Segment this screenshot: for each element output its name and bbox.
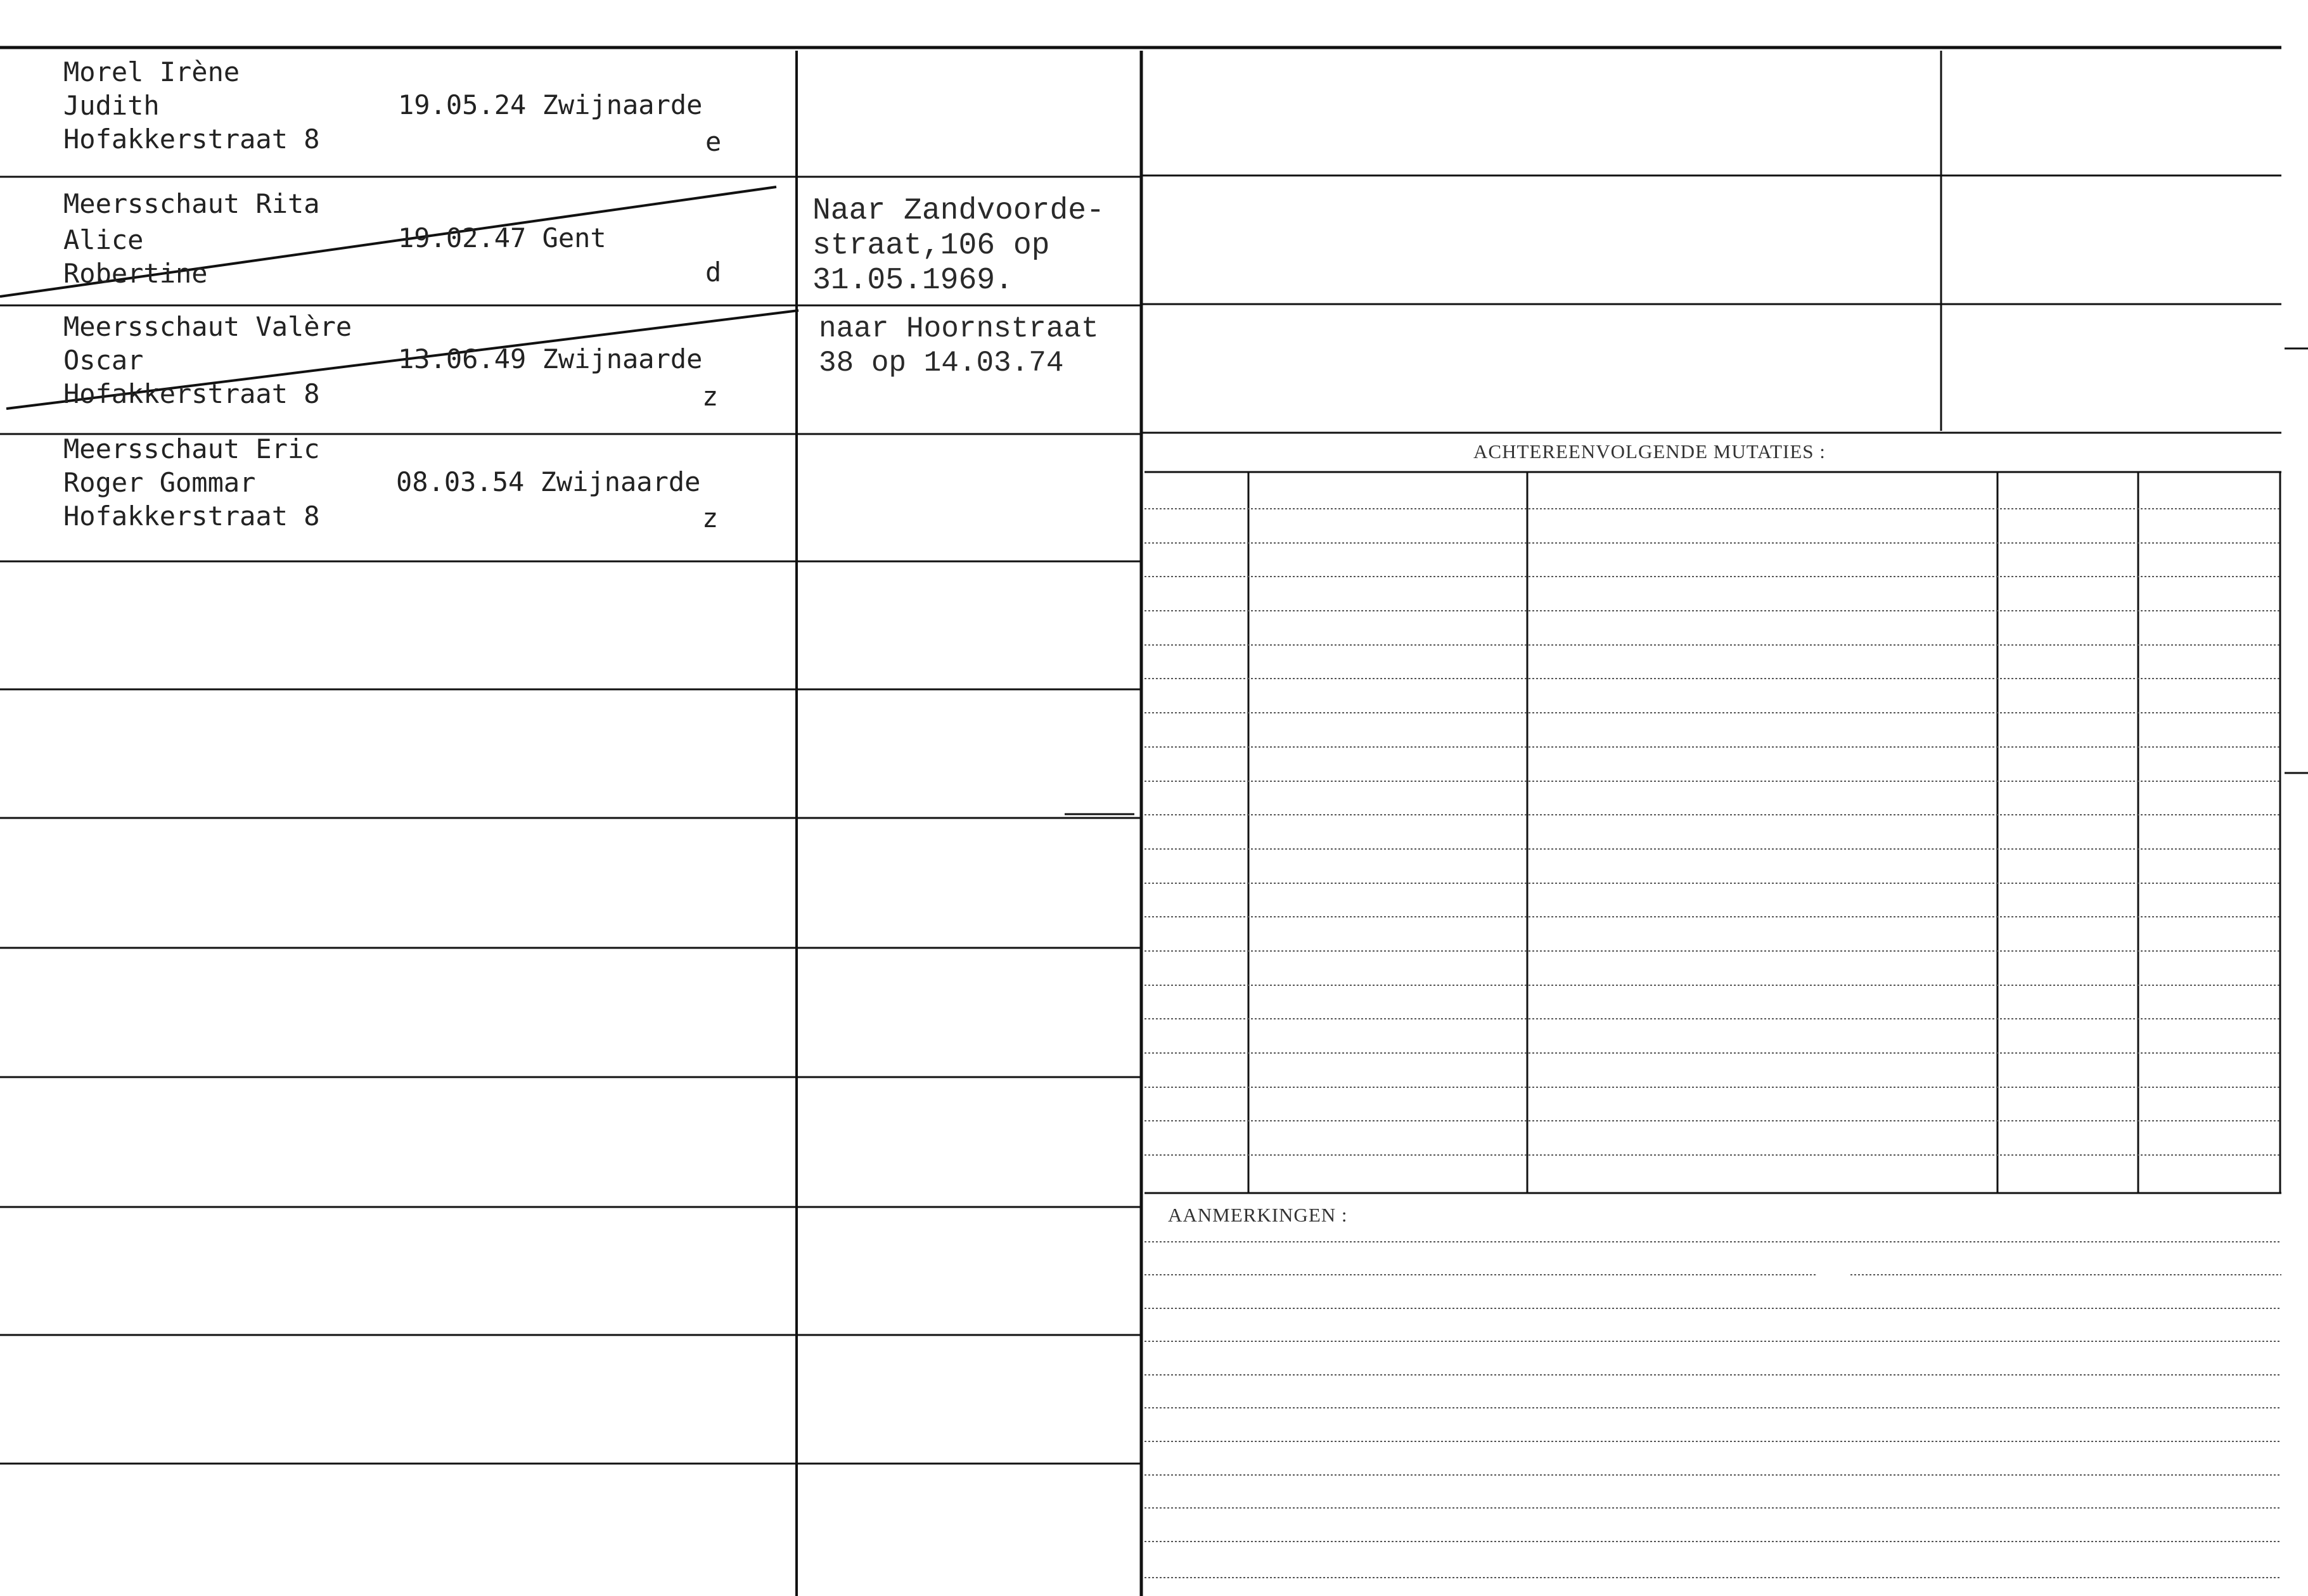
entry-1-birth: 19.05.24 Zwijnaarde <box>398 89 703 120</box>
remarks-dotted-rules <box>1144 1242 2281 1578</box>
entry-4-name-line-2: Roger Gommar <box>63 467 256 498</box>
entry-2-note-line-2: straat,106 op <box>812 229 1050 263</box>
entry-2-note-line-1: Naar Zandvoorde- <box>812 194 1105 228</box>
entry-2-birth: 19.02.47 Gent <box>398 222 606 253</box>
entry-1-address: Hofakkerstraat 8 <box>63 124 320 155</box>
entry-1-code: e <box>705 126 722 157</box>
entry-3-address: Hofakkerstraat 8 <box>63 378 320 409</box>
entry-4-code: z <box>702 502 719 533</box>
entry-3-name-line-2: Oscar <box>63 345 144 376</box>
entry-3-note-line-1: naar Hoornstraat <box>819 312 1099 345</box>
entry-1-name-line-2: Judith <box>63 90 160 121</box>
entry-3-birth: 13.06.49 Zwijnaarde <box>398 343 703 374</box>
entry-2-name-line-1: Meersschaut Rita <box>63 188 320 219</box>
entry-2-name-line-3: Robertine <box>63 258 208 289</box>
mutations-table <box>1144 472 2281 1193</box>
entry-2-name-line-2: Alice <box>63 224 144 255</box>
entry-1-name-line-1: Morel Irène <box>63 56 240 87</box>
entry-4-birth: 08.03.54 Zwijnaarde <box>396 466 701 497</box>
entry-4-address: Hofakkerstraat 8 <box>63 501 320 532</box>
remarks-heading: AANMERKINGEN : <box>1168 1204 1348 1226</box>
right-top-rows <box>1141 176 2281 433</box>
entry-4-name-line-1: Meersschaut Eric <box>63 433 320 464</box>
entry-3-name-line-1: Meersschaut Valère <box>63 311 352 342</box>
entry-2-code: d <box>705 257 722 288</box>
entry-3-code: z <box>702 381 719 412</box>
entry-2-note-line-3: 31.05.1969. <box>812 264 1013 298</box>
mutations-heading: ACHTEREENVOLGENDE MUTATIES : <box>1473 440 1826 463</box>
mutations-dotted-rules <box>1144 509 2280 1155</box>
entry-3-note-line-2: 38 op 14.03.74 <box>819 347 1064 380</box>
